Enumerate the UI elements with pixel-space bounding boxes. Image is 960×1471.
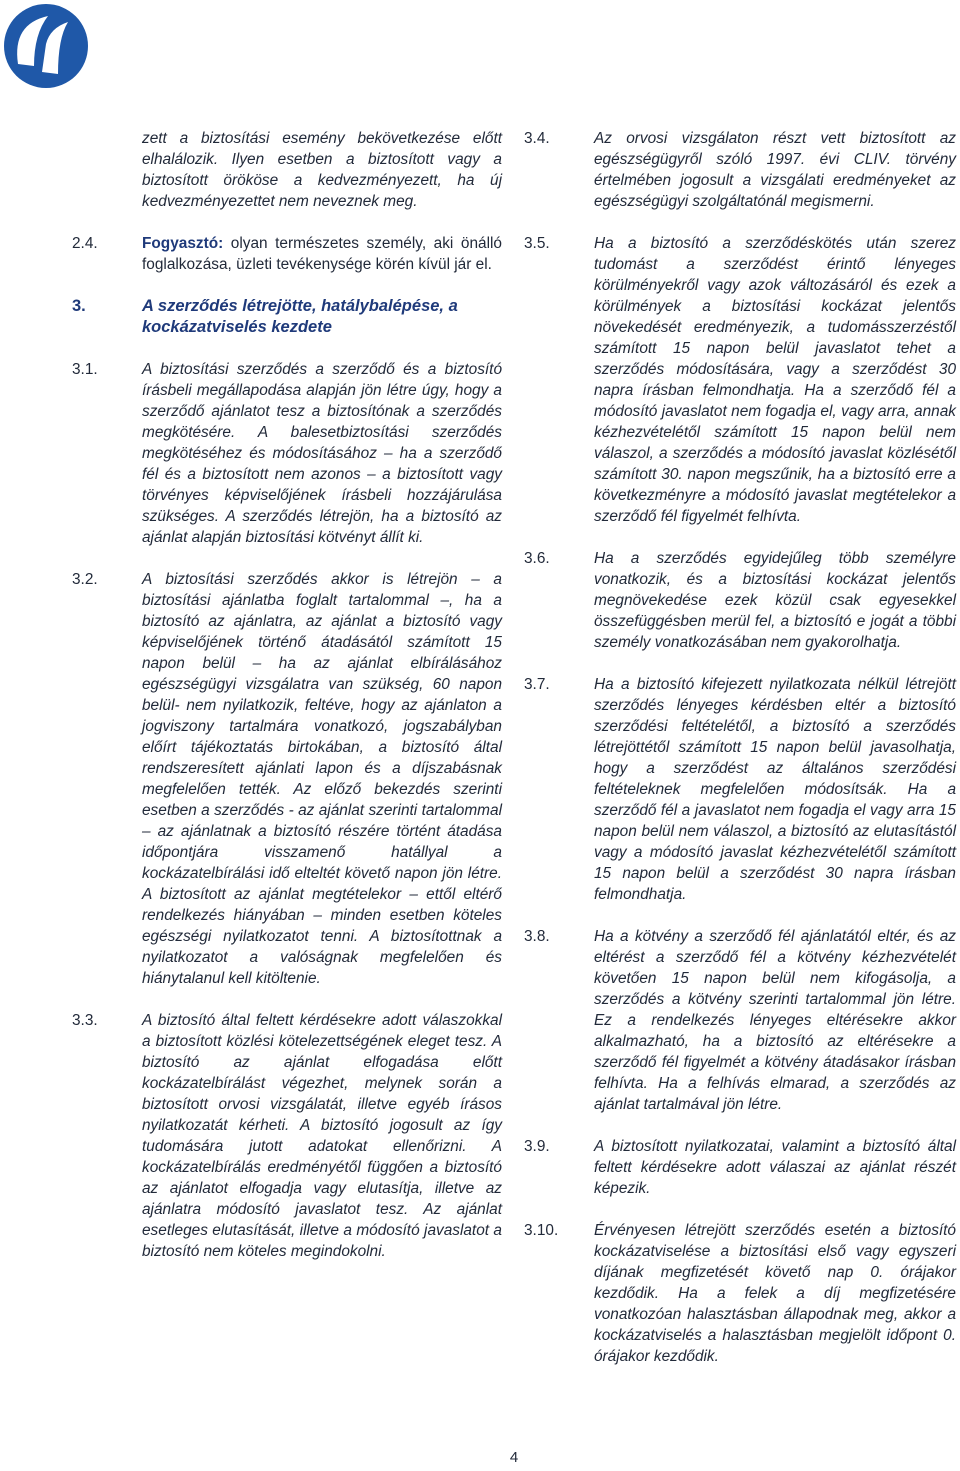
intro-paragraph: zett a biztosítási esemény bekövetkezése előtt elhalálozik. Ilyen esetben a biztosított vagy a biztosított örököse a kedvezményezett, ha új kedvezményezettet nem neveznek meg. (142, 130, 502, 210)
clause-number: 3.5. (524, 235, 550, 252)
clause-number: 3.7. (524, 676, 550, 693)
clause-3-2 (72, 569, 502, 989)
clause-number: 3.3. (72, 1012, 98, 1029)
section-number: 3. (72, 297, 86, 315)
clause-number: 2.4. (72, 235, 98, 252)
clause-number: 3.8. (524, 928, 550, 945)
clause-number: 3.6. (524, 550, 550, 567)
clause-text: Ha a biztosító a szerződéskötés után szerez tudomást a szerződést érintő lényeges körülményekről vagy azok változásáról és ezek a körülmények a biztosítási kockázat jelentős növekedését eredményezik, a tudomásszerzéstől számított 15 napon belül javaslatot tehet a szerződés módosítására, vagy a szerződést 30 napra írásban felmondhatja. Ha a szerződő fél a módosító javaslatot nem fogadja el, vagy arra, annak kézhezvételétől számított 15 napon belül nem válaszol, a szerződés a módosító javaslat közlésétől számított 30. napon megszűnik, ha a biztosító erre a következményre a módosító javaslat megtételekor a szerződő fél figyelmét felhívta. (594, 235, 956, 525)
clause-number: 3.4. (524, 130, 550, 147)
defined-term: Fogyasztó: (142, 235, 224, 252)
page-number: 4 (509, 1449, 519, 1466)
clause-text: A biztosítási szerződés a szerződő és a biztosító írásbeli megállapodása alapján jön létre úgy, hogy a szerződő ajánlatot tesz a biztosítónak a szerződés megkötésére. A balesetbiztosítási szerződés megkötéséhez és módosításához – ha a szerződő fél és a biztosított nem azonos – a biztosított vagy törvényes képviselőjének írásbeli hozzájárulása szükséges. A szerződés létrejön, ha a biztosító az ajánlat alapján biztosítási kötvényt állít ki. (142, 361, 502, 546)
clause-2-4 (72, 233, 502, 275)
clause-text (142, 233, 502, 275)
clause-number: 3.2. (72, 571, 98, 588)
clause-text: A biztosítási szerződés akkor is létrejön – a biztosítási ajánlatba foglalt tartalommal –, ha a biztosító az ajánlatra, az ajánlat a biztosító vagy képviselőjének történő átadásától számított 15 napon belül – ha az ajánlat elbírálásához egészségügyi vizsgálatra van szükség, 60 napon belül- nem nyilatkozik, feltéve, hogy az ajánlaton a jogviszony tartalmára vonatkozó, jogszabályban előírt tájékoztatás birtokában, a biztosító által rendszeresített ajánlati lapon és a díjszabásnak megfelelően tették. Az előző bekezdés szerinti esetben a szerződés - az ajánlat szerinti tartalommal – az ajánlatnak a biztosító részére történt átadása időpontjára visszamenő hatállyal a kockázatelbírálási idő elteltét követő napon jön létre. A biztosított az ajánlat megtételekor – ettől eltérő rendelkezés hiányában – minden esetben köteles egészségi nyilatkozatot tenni. A biztosítottnak a nyilatkozatot a valóságnak megfelelően és hiánytalanul kell kitöltenie. (142, 571, 502, 987)
clause-number: 3.1. (72, 361, 98, 378)
clause-3-6 (524, 548, 956, 653)
clause-text: Az orvosi vizsgálaton részt vett biztosított az egészségügyről szóló 1997. évi CLIV. törvény értelmében jogosult a vizsgálati eredményeket az egészségügyi szolgáltatónál megismerni. (594, 130, 956, 210)
clause-3-10 (524, 1220, 956, 1367)
clause-number: 3.9. (524, 1138, 550, 1155)
company-logo-icon (4, 4, 88, 88)
definition-text: olyan természetes személy, aki önálló foglalkozása, üzleti tevékenysége körén kívül jár el. (142, 235, 502, 273)
clause-text: A biztosító által feltett kérdésekre adott válaszokkal a biztosított közlési kötelezettségének eleget tesz. A biztosító az ajánlat elfogadása előtt kockázatelbírálást végezhet, melynek során a biztosított orvosi vizsgálatát, illetve egyéb írásos nyilatkozatát kérheti. A biztosító jogosult az így tudomására jutott adatokat ellenőrizni. A kockázatelbírálás eredményétől függően a biztosító az ajánlatot elfogadja vagy elutasítja, illetve az ajánlatra módosító javaslatot tesz. Az ajánlat esetleges elutasítását, illetve a módosító javaslatot a biztosító nem köteles megindokolni. (142, 1012, 502, 1260)
clause-text: A biztosított nyilatkozatai, valamint a biztosító által feltett kérdésekre adott válaszai az ajánlat részét képezik. (594, 1138, 956, 1197)
clause-3-8 (524, 926, 956, 1115)
clause-text: Ha a szerződés egyidejűleg több személyre vonatkozik, és a biztosítási kockázat jelentős megnövekedése ezek közül csak egyesekkel összefüggésben merül fel, a biztosító e jogát a többi személy vonatkozásában nem gyakorolhatja. (594, 550, 956, 651)
clause-3-7 (524, 674, 956, 905)
clause-text: Ha a kötvény a szerződő fél ajánlatától eltér, és az eltérést a szerződő fél a kötvény kézhezvételét követően 15 napon belül nem kifogásolja, a szerződés a kötvény szerinti tartalommal jön létre. Ez a rendelkezés lényeges eltérésekre akkor alkalmazható, ha a biztosító az eltérésekre a szerződő fél figyelmét a kötvény átadásakor írásban felhívta. Ha a felhívás elmarad, a szerződés az ajánlat tartalmával jön létre. (594, 928, 956, 1113)
clause-text: Ha a biztosító kifejezett nyilatkozata nélkül létrejött szerződés lényeges kérdésben eltér a biztosító szerződési feltételétől, a biztosító a szerződés létrejöttétől számított 15 napon belül javasolhatja, hogy a szerződést az általános szerződési feltételeknek megfelelően módosítsák. Ha a szerződő fél a javaslatot nem fogadja el vagy arra 15 napon belül nem válaszol, a biztosító az elutasítástól vagy a módosító javaslat kézhezvételétől számított 15 napon belül a szerződést 30 napra írásban felmondhatja. (594, 676, 956, 903)
left-column (72, 128, 502, 1262)
clause-3-9 (524, 1136, 956, 1199)
clause-number: 3.10. (524, 1222, 559, 1239)
clause-3-1 (72, 359, 502, 548)
section-title: A szerződés létrejötte, hatálybalépése, a kockázatviselés kezdete (142, 297, 458, 336)
clause-text: Érvényesen létrejött szerződés esetén a biztosító kockázatviselése a biztosítási első vagy egyszeri díjának megfizetését követő nap 0. órájakor kezdődik. Ha a felek a díj megfizetésére vonatkozóan halasztásban állapodnak meg, akkor a kockázatviselés a halasztásban megjelölt időpont 0. órájakor kezdődik. (594, 1222, 956, 1365)
clause-3-4 (524, 128, 956, 212)
section-heading-3 (72, 296, 502, 338)
clause-3-3 (72, 1010, 502, 1262)
right-column (524, 128, 956, 1367)
clause-3-5 (524, 233, 956, 527)
